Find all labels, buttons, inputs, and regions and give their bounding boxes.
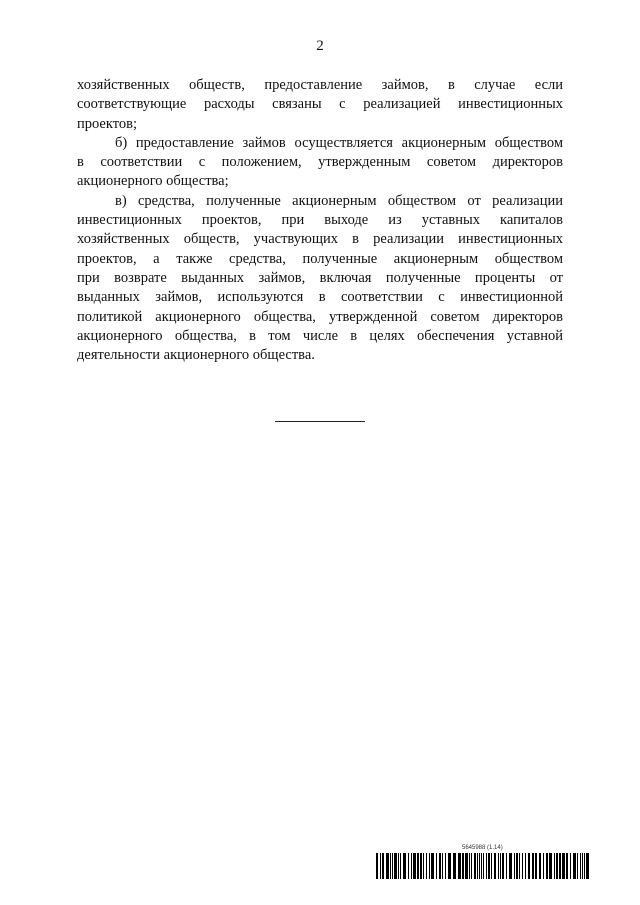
body-line: деятельности акционерного общества.: [77, 347, 315, 364]
body-line: в) средства, полученные акционерным обществом от реализации: [115, 192, 563, 209]
body-line: политикой акционерного общества, утвержденной советом директоров: [77, 308, 563, 325]
body-line: проектов, а также средства, полученные акционерным обществом: [77, 250, 563, 267]
body-line: проектов;: [77, 115, 137, 132]
body-line: хозяйственных обществ, участвующих в реализации инвестиционных: [77, 231, 563, 248]
barcode-code: 5645988 (1.14): [462, 845, 503, 851]
barcode-image: [376, 853, 590, 879]
page-number: 2: [316, 38, 324, 54]
body-line: выданных займов, используются в соответствии с инвестиционной: [77, 289, 563, 306]
body-line: при возврате выданных займов, включая полученные проценты от: [77, 269, 563, 286]
document-body: [77, 76, 563, 365]
body-line: хозяйственных обществ, предоставление займов, в случае если: [77, 77, 563, 93]
body-line: в соответствии с положением, утвержденным советом директоров: [77, 154, 563, 171]
body-line: инвестиционных проектов, при выходе из уставных капиталов: [77, 212, 563, 229]
body-line: акционерного общества, в том числе в целях обеспечения уставной: [77, 327, 563, 344]
body-line: акционерного общества;: [77, 173, 229, 190]
separator-line: [275, 421, 365, 422]
body-line: б) предоставление займов осуществляется акционерным обществом: [115, 134, 563, 151]
body-line: соответствующие расходы связаны с реализацией инвестиционных: [77, 96, 563, 113]
